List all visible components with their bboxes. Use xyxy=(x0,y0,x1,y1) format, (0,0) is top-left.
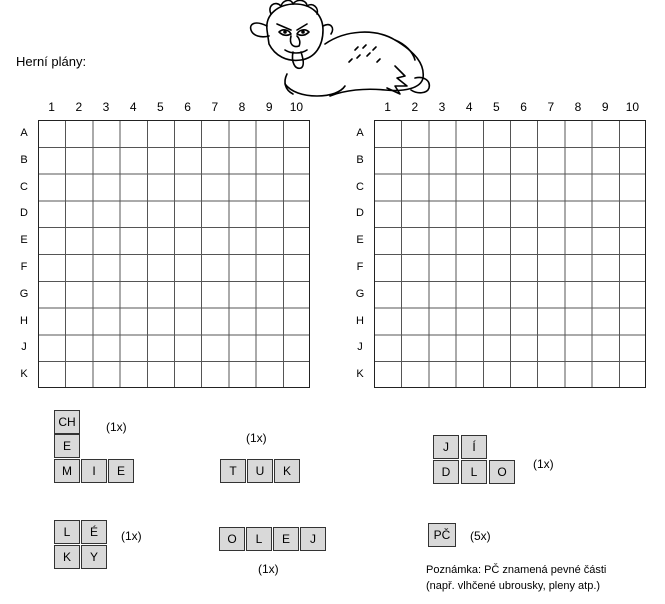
page-title: Herní plány: xyxy=(16,54,87,69)
piece-cell: T xyxy=(220,459,246,483)
row-label: J xyxy=(21,341,27,354)
column-label: 8 xyxy=(238,100,246,114)
row-label: D xyxy=(20,207,28,220)
piece-cell: U xyxy=(247,459,273,483)
row-label: B xyxy=(356,153,364,166)
column-label: 7 xyxy=(211,100,219,114)
column-label: 5 xyxy=(493,100,500,114)
row-label: J xyxy=(357,341,363,354)
row-label: F xyxy=(20,261,28,273)
column-label: 2 xyxy=(75,100,83,114)
column-label: 10 xyxy=(625,100,640,114)
row-label: D xyxy=(356,207,364,220)
column-label: 6 xyxy=(520,100,527,114)
row-label: F xyxy=(356,261,364,273)
piece-cell: E xyxy=(273,527,299,551)
note-line: (např. vlhčené ubrousky, pleny atp.) xyxy=(426,580,601,592)
grid[interactable] xyxy=(374,120,646,388)
column-label: 9 xyxy=(601,100,609,114)
column-label: 3 xyxy=(102,100,110,114)
column-label: 4 xyxy=(129,100,137,114)
piece-cell: O xyxy=(489,460,515,484)
piece-cell: Y xyxy=(81,545,107,569)
piece-cell: E xyxy=(108,459,134,483)
row-label: H xyxy=(20,314,28,327)
row-label: G xyxy=(19,287,29,300)
piece-cell: L xyxy=(246,527,272,551)
row-label: K xyxy=(20,368,28,381)
piece-cell: D xyxy=(433,460,459,484)
piece-cell: M xyxy=(54,459,80,483)
column-label: 8 xyxy=(574,100,582,114)
grid[interactable] xyxy=(38,120,310,388)
troll-illustration xyxy=(245,0,435,104)
piece-cell: K xyxy=(274,459,300,483)
piece-cell: K xyxy=(54,545,80,569)
row-label: C xyxy=(356,180,364,193)
piece-cell: E xyxy=(54,434,80,458)
column-label: 5 xyxy=(157,100,164,114)
piece-cell: CH xyxy=(54,410,80,434)
piece-count: (5x) xyxy=(470,529,491,543)
column-label: 7 xyxy=(547,100,555,114)
note xyxy=(426,562,606,594)
piece-cell: J xyxy=(433,435,459,459)
piece-count: (1x) xyxy=(106,420,127,434)
piece-cell: É xyxy=(81,520,107,544)
row-label: A xyxy=(356,127,364,139)
piece-count: (1x) xyxy=(246,431,267,445)
piece-cell: I xyxy=(81,459,107,483)
column-label: 10 xyxy=(289,100,304,114)
piece-cell: PČ xyxy=(428,523,456,547)
column-label: 9 xyxy=(265,100,273,114)
piece-cell: O xyxy=(219,527,245,551)
piece-cell: L xyxy=(461,460,487,484)
row-label: K xyxy=(356,368,364,381)
row-label: A xyxy=(20,127,28,139)
row-label: H xyxy=(356,314,364,327)
column-label: 3 xyxy=(438,100,446,114)
piece-count: (1x) xyxy=(121,529,142,543)
game-board-left xyxy=(19,100,310,388)
row-label: G xyxy=(355,287,365,300)
game-board-right xyxy=(355,100,646,388)
row-label: C xyxy=(20,180,28,193)
column-label: 1 xyxy=(48,100,55,114)
row-label: E xyxy=(356,234,364,247)
column-label: 1 xyxy=(384,100,391,114)
column-label: 2 xyxy=(411,100,419,114)
note-line: Poznámka: PČ znamená pevné části xyxy=(426,564,607,576)
piece-cell: J xyxy=(300,527,326,551)
column-label: 6 xyxy=(184,100,191,114)
piece-cell: Í xyxy=(461,435,487,459)
piece-count: (1x) xyxy=(258,562,279,576)
piece-count: (1x) xyxy=(533,457,554,471)
row-label: E xyxy=(20,234,28,247)
column-label: 4 xyxy=(465,100,473,114)
piece-cell: L xyxy=(54,520,80,544)
row-label: B xyxy=(20,153,28,166)
